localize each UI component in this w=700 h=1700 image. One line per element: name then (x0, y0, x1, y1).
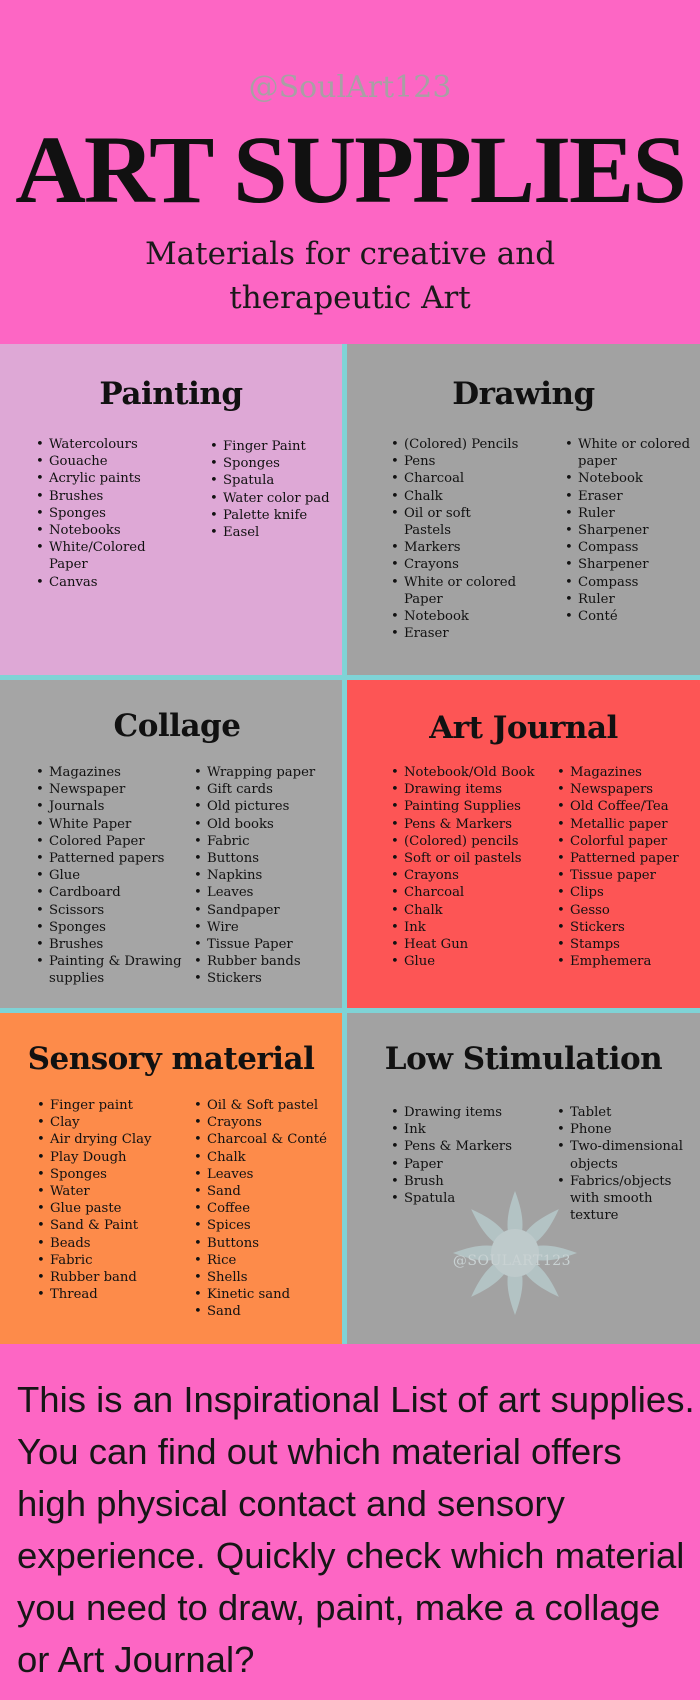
list-item: • Fabric (37, 1252, 187, 1269)
list-item: • Phone (557, 1121, 697, 1138)
low-stimulation-title: Low Stimulation (384, 1041, 663, 1077)
list-item: • Acrylic paints (36, 470, 186, 487)
drawing-title: Drawing (452, 376, 595, 412)
list-item: • Brush (391, 1173, 551, 1190)
list-item: • Pens & Markers (391, 816, 556, 833)
list-item: • Easel (210, 524, 340, 541)
list-item: • White or colored Paper (391, 574, 521, 608)
collage-list-1 (36, 764, 186, 988)
list-item: • Eraser (565, 488, 693, 505)
list-item: • Charcoal & Conté (194, 1131, 339, 1148)
list-item: • Notebook/Old Book (391, 764, 556, 781)
list-item: • Colored Paper (36, 833, 186, 850)
list-item: • Old Coffee/Tea (557, 798, 697, 815)
list-item: • Pens (391, 453, 521, 470)
list-item: • Notebook (565, 470, 693, 487)
list-item: • Ink (391, 919, 556, 936)
list-item: • Stamps (557, 936, 697, 953)
list-item: • Drawing items (391, 1104, 551, 1121)
list-item: • Oil & Soft pastel (194, 1097, 339, 1114)
list-item: • Watercolours (36, 436, 186, 453)
list-item: • Palette knife (210, 507, 340, 524)
sensory-list-2 (194, 1097, 339, 1321)
low-stimulation-list-2 (557, 1104, 697, 1224)
list-item: • (Colored) pencils (391, 833, 556, 850)
list-item: • Sharpener (565, 522, 693, 539)
list-item: • Colorful paper (557, 833, 697, 850)
list-item: • Gouache (36, 453, 186, 470)
list-item: • Drawing items (391, 781, 556, 798)
list-item: • Play Dough (37, 1149, 187, 1166)
footer (0, 1344, 700, 1700)
list-item: • Wrapping paper (194, 764, 339, 781)
list-item: • (Colored) Pencils (391, 436, 521, 453)
list-item: • White or colored paper (565, 436, 693, 470)
author-handle: @SoulArt123 (248, 70, 452, 105)
list-item: • Crayons (391, 556, 521, 573)
list-item: • Eraser (391, 625, 521, 642)
list-item: • Canvas (36, 574, 186, 591)
list-item: • Water (37, 1183, 187, 1200)
art-journal-list-1 (391, 764, 556, 970)
list-item: • Oil or soft Pastels (391, 505, 521, 539)
list-item: • Ruler (565, 505, 693, 522)
list-item: • Chalk (194, 1149, 339, 1166)
list-item: • Conté (565, 608, 693, 625)
list-item: • Tissue paper (557, 867, 697, 884)
list-item: • Glue (36, 867, 186, 884)
list-item: • Magazines (36, 764, 186, 781)
list-item: • Glue paste (37, 1200, 187, 1217)
list-item: • Tablet (557, 1104, 697, 1121)
list-item: • Finger paint (37, 1097, 187, 1114)
list-item: • Old pictures (194, 798, 339, 815)
collage-section (0, 680, 342, 1008)
list-item: • Napkins (194, 867, 339, 884)
list-item: • Sponges (210, 455, 340, 472)
list-item: • Sand (194, 1183, 339, 1200)
list-item: • Heat Gun (391, 936, 556, 953)
list-item: • Sponges (36, 919, 186, 936)
collage-title: Collage (113, 708, 241, 744)
drawing-list-2 (565, 436, 693, 625)
list-item: • Thread (37, 1286, 187, 1303)
list-item: • Brushes (36, 488, 186, 505)
list-item: • Water color pad (210, 490, 340, 507)
list-item: • Stickers (557, 919, 697, 936)
watermark-text: @SOULART123 (452, 1253, 572, 1269)
list-item: • Two-dimensional objects (557, 1138, 697, 1172)
list-item: • Wire (194, 919, 339, 936)
list-item: • Crayons (194, 1114, 339, 1131)
page-title: ART SUPPLIES (15, 116, 685, 223)
list-item: • Charcoal (391, 884, 556, 901)
list-item: • Soft or oil pastels (391, 850, 556, 867)
subtitle-line-2: therapeutic Art (229, 280, 471, 316)
list-item: • Sponges (37, 1166, 187, 1183)
list-item: • Metallic paper (557, 816, 697, 833)
list-item: • Crayons (391, 867, 556, 884)
sensory-title: Sensory material (27, 1041, 315, 1077)
list-item: • Kinetic sand (194, 1286, 339, 1303)
list-item: • Fabric (194, 833, 339, 850)
painting-title: Painting (99, 376, 243, 412)
drawing-list-1 (391, 436, 521, 642)
list-item: • Pens & Markers (391, 1138, 551, 1155)
list-item: • Rice (194, 1252, 339, 1269)
list-item: • Spatula (210, 472, 340, 489)
list-item: • Coffee (194, 1200, 339, 1217)
list-item: • Painting Supplies (391, 798, 556, 815)
list-item: • Sand (194, 1303, 339, 1320)
list-item: • Tissue Paper (194, 936, 339, 953)
list-item: • Finger Paint (210, 438, 340, 455)
list-item: • Painting & Drawing supplies (36, 953, 186, 987)
list-item: • Leaves (194, 884, 339, 901)
art-journal-title: Art Journal (429, 710, 618, 746)
list-item: • Air drying Clay (37, 1131, 187, 1148)
list-item: • Charcoal (391, 470, 521, 487)
list-item: • Notebook (391, 608, 521, 625)
art-journal-list-2 (557, 764, 697, 970)
list-item: • Stickers (194, 970, 339, 987)
list-item: • Newspaper (36, 781, 186, 798)
collage-list-2 (194, 764, 339, 988)
low-stimulation-section (347, 1013, 700, 1344)
footer-description: This is an Inspirational List of art supplies. You can find out which material offers high physical contact and sensory experience. Quickly check which material you need to draw, paint, make a collage or Art Journal? (17, 1379, 695, 1680)
list-item: • Spices (194, 1217, 339, 1234)
list-item: • Gesso (557, 902, 697, 919)
list-item: • Sand & Paint (37, 1217, 187, 1234)
list-item: • Ink (391, 1121, 551, 1138)
subtitle-line-1: Materials for creative and (144, 236, 556, 272)
list-item: • Patterned paper (557, 850, 697, 867)
list-item: • Sandpaper (194, 902, 339, 919)
list-item: • White Paper (36, 816, 186, 833)
list-item: • Rubber bands (194, 953, 339, 970)
page-subtitle (0, 232, 700, 320)
list-item: • Scissors (36, 902, 186, 919)
header (0, 0, 700, 344)
supplies-grid (0, 344, 700, 1344)
painting-list-2 (210, 438, 340, 541)
list-item: • Compass (565, 539, 693, 556)
list-item: • Shells (194, 1269, 339, 1286)
list-item: • Brushes (36, 936, 186, 953)
list-item: • Paper (391, 1156, 551, 1173)
list-item: • Old books (194, 816, 339, 833)
art-journal-section (347, 680, 700, 1008)
list-item: • Patterned papers (36, 850, 186, 867)
list-item: • Journals (36, 798, 186, 815)
list-item: • Clay (37, 1114, 187, 1131)
list-item: • Glue (391, 953, 556, 970)
list-item: • Notebooks (36, 522, 186, 539)
sensory-list-1 (37, 1097, 187, 1303)
list-item: • Sharpener (565, 556, 693, 573)
list-item: • Chalk (391, 488, 521, 505)
list-item: • Magazines (557, 764, 697, 781)
list-item: • Sponges (36, 505, 186, 522)
painting-section (0, 344, 342, 675)
list-item: • Gift cards (194, 781, 339, 798)
painting-list-1 (36, 436, 186, 591)
low-stimulation-list-1 (391, 1104, 551, 1207)
list-item: • Newspapers (557, 781, 697, 798)
list-item: • Rubber band (37, 1269, 187, 1286)
list-item: • White/Colored Paper (36, 539, 186, 573)
list-item: • Compass (565, 574, 693, 591)
list-item: • Spatula (391, 1190, 551, 1207)
list-item: • Fabrics/objects with smooth texture (557, 1173, 697, 1225)
list-item: • Leaves (194, 1166, 339, 1183)
drawing-section (347, 344, 700, 675)
list-item: • Buttons (194, 1235, 339, 1252)
list-item: • Emphemera (557, 953, 697, 970)
list-item: • Cardboard (36, 884, 186, 901)
list-item: • Buttons (194, 850, 339, 867)
sensory-section (0, 1013, 342, 1344)
list-item: • Markers (391, 539, 521, 556)
list-item: • Beads (37, 1235, 187, 1252)
list-item: • Ruler (565, 591, 693, 608)
list-item: • Clips (557, 884, 697, 901)
list-item: • Chalk (391, 902, 556, 919)
